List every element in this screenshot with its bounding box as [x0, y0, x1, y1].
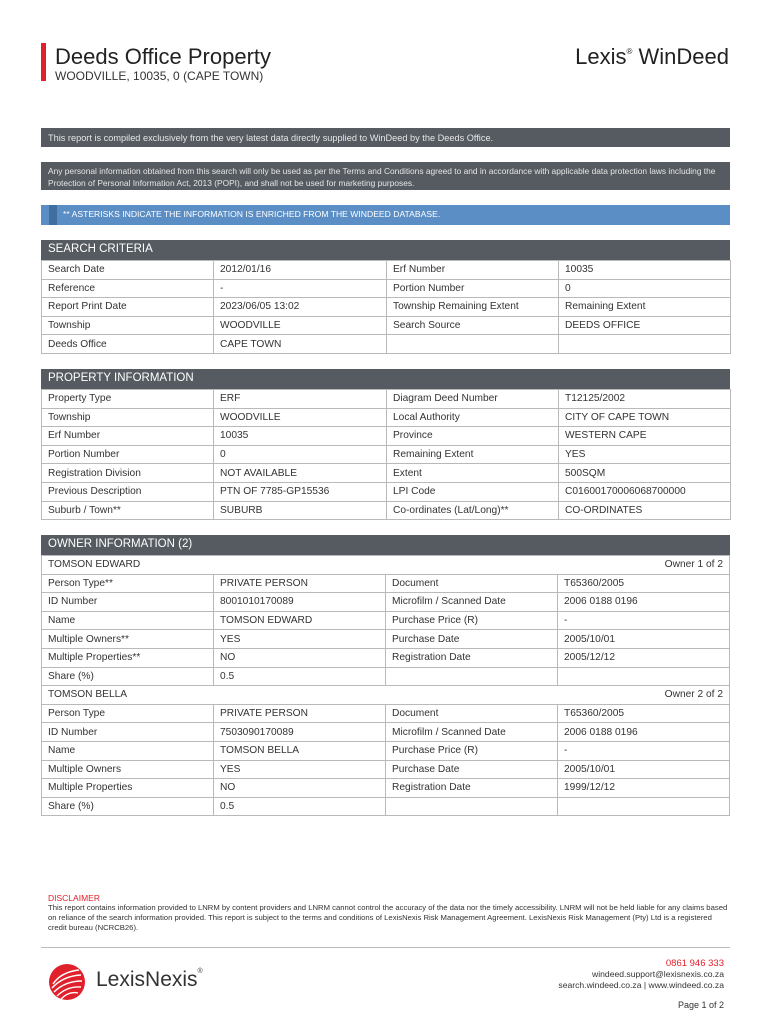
field-value: TOMSON BELLA	[214, 741, 386, 760]
field-value: 2005/10/01	[558, 630, 730, 649]
owner-detail-row	[42, 741, 730, 760]
property-information-row	[42, 464, 731, 483]
property-information-row	[42, 427, 731, 446]
owner-detail-row	[42, 611, 730, 630]
field-value: T65360/2005	[558, 574, 730, 593]
field-value: 0	[559, 279, 731, 298]
field-label: Suburb / Town**	[42, 501, 214, 520]
field-label: Name	[42, 611, 214, 630]
field-value: SUBURB	[214, 501, 387, 520]
field-label: Person Type	[42, 704, 214, 723]
field-label: Purchase Price (R)	[386, 741, 558, 760]
field-value	[558, 667, 730, 686]
field-value	[558, 797, 730, 816]
field-value: Remaining Extent	[559, 298, 731, 317]
field-value: 2006 0188 0196	[558, 593, 730, 612]
field-label: Portion Number	[42, 445, 214, 464]
brand-registered-mark: ®	[626, 47, 633, 56]
field-label: Microfilm / Scanned Date	[386, 723, 558, 742]
support-email[interactable]: windeed.support@lexisnexis.co.za	[592, 969, 724, 979]
field-value: -	[558, 741, 730, 760]
field-value: C01600170006068700000	[559, 482, 731, 501]
owner-detail-row	[42, 667, 730, 686]
owner-information-heading: OWNER INFORMATION (2)	[41, 535, 730, 555]
field-label: Purchase Price (R)	[386, 611, 558, 630]
owner-detail-row	[42, 723, 730, 742]
field-value: YES	[214, 760, 386, 779]
property-information-row	[42, 501, 731, 520]
search-criteria-row	[42, 298, 731, 317]
field-value: WOODVILLE	[214, 316, 387, 335]
search-criteria-heading: SEARCH CRITERIA	[41, 240, 730, 260]
search-criteria-row	[42, 335, 731, 354]
field-value: 0.5	[214, 667, 386, 686]
field-label: Share (%)	[42, 667, 214, 686]
field-label: Registration Date	[386, 648, 558, 667]
property-information-row	[42, 390, 731, 409]
field-label: ID Number	[42, 593, 214, 612]
owner-information-table	[41, 555, 730, 816]
field-label: Purchase Date	[386, 630, 558, 649]
field-value: -	[558, 611, 730, 630]
field-label: Township	[42, 316, 214, 335]
owner-header	[42, 686, 730, 705]
field-value: 2005/12/12	[558, 648, 730, 667]
field-value: CITY OF CAPE TOWN	[559, 408, 731, 427]
disclaimer	[48, 893, 728, 933]
field-value: 10035	[214, 427, 387, 446]
field-value: 0	[214, 445, 387, 464]
field-label	[386, 797, 558, 816]
property-information-heading: PROPERTY INFORMATION	[41, 369, 730, 389]
logo-name: LexisNexis	[96, 968, 198, 991]
field-value: 2012/01/16	[214, 261, 387, 280]
header-accent-bar	[41, 43, 46, 81]
field-value: 500SQM	[559, 464, 731, 483]
owner-name: TOMSON EDWARD	[48, 559, 141, 571]
field-label: Previous Description	[42, 482, 214, 501]
field-value: YES	[559, 445, 731, 464]
field-label: Person Type**	[42, 574, 214, 593]
field-value: NO	[214, 779, 386, 798]
field-value: CAPE TOWN	[214, 335, 387, 354]
field-value: YES	[214, 630, 386, 649]
field-label: Document	[386, 704, 558, 723]
field-label: Multiple Owners	[42, 760, 214, 779]
owner-detail-row	[42, 779, 730, 798]
owner-detail-row	[42, 797, 730, 816]
field-value: 8001010170089	[214, 593, 386, 612]
enriched-notice: ** ASTERISKS INDICATE THE INFORMATION IS ENRICHED FROM THE WINDEED DATABASE.	[41, 205, 730, 225]
field-value: PRIVATE PERSON	[214, 574, 386, 593]
field-label: Province	[387, 427, 559, 446]
search-criteria-row	[42, 279, 731, 298]
field-value: -	[214, 279, 387, 298]
personal-info-notice: Any personal information obtained from this search will only be used as per the Terms and Conditions agreed to and in accordance with applicable data protection laws including the Protection of Personal Information Act, 2013 (POPI), and shall not be used for marketing purposes.	[41, 162, 730, 190]
owner-detail-row	[42, 574, 730, 593]
compiled-notice: This report is compiled exclusively from the very latest data directly supplied to WinDeed by the Deeds Office.	[41, 128, 730, 147]
field-label: Extent	[387, 464, 559, 483]
field-label: Erf Number	[387, 261, 559, 280]
field-label: Deeds Office	[42, 335, 214, 354]
field-label: Multiple Properties**	[42, 648, 214, 667]
field-label: Name	[42, 741, 214, 760]
field-label: Remaining Extent	[387, 445, 559, 464]
field-label: LPI Code	[387, 482, 559, 501]
field-label: Portion Number	[387, 279, 559, 298]
footer-divider	[41, 947, 730, 948]
field-value: PTN OF 7785-GP15536	[214, 482, 387, 501]
field-value: 2023/06/05 13:02	[214, 298, 387, 317]
contact-info	[558, 958, 724, 991]
field-label: Diagram Deed Number	[387, 390, 559, 409]
field-value: ERF	[214, 390, 387, 409]
field-value: NOT AVAILABLE	[214, 464, 387, 483]
brand-name: Lexis	[575, 44, 627, 69]
brand-logo	[575, 44, 729, 70]
field-label: Multiple Properties	[42, 779, 214, 798]
field-value: 7503090170089	[214, 723, 386, 742]
search-criteria-row	[42, 261, 731, 280]
field-value: 0.5	[214, 797, 386, 816]
logo-registered-mark: ®	[197, 968, 203, 975]
field-value: PRIVATE PERSON	[214, 704, 386, 723]
field-label: Co-ordinates (Lat/Long)**	[387, 501, 559, 520]
field-value: 1999/12/12	[558, 779, 730, 798]
owner-count: Owner 2 of 2	[664, 689, 723, 701]
owner-detail-row	[42, 760, 730, 779]
search-criteria-table	[41, 260, 731, 354]
field-label: Search Source	[387, 316, 559, 335]
property-information-section	[41, 369, 730, 520]
lexisnexis-logo-text	[96, 968, 203, 992]
field-label: ID Number	[42, 723, 214, 742]
property-information-row	[42, 445, 731, 464]
field-label: Document	[386, 574, 558, 593]
field-label	[386, 667, 558, 686]
field-value	[559, 335, 731, 354]
field-label: Search Date	[42, 261, 214, 280]
field-label: Property Type	[42, 390, 214, 409]
disclaimer-text: This report contains information provided to LNRM by content providers and LNRM cannot control the accuracy of the data nor the timely accessibility. LNRM will not be held liable for any claims based on reliance of the search information provided. This report is subject to the terms and conditions of LexisNexis Risk Management Agreement. LexisNexis Risk Management (Pty) Ltd is a registered credit bureau (NCRCB26).	[48, 903, 728, 932]
field-value: WOODVILLE	[214, 408, 387, 427]
field-value: T12125/2002	[559, 390, 731, 409]
owner-header	[42, 556, 730, 575]
field-label: Registration Date	[386, 779, 558, 798]
field-value: CO-ORDINATES	[559, 501, 731, 520]
owner-detail-row	[42, 704, 730, 723]
field-value: 2005/10/01	[558, 760, 730, 779]
field-label: Registration Division	[42, 464, 214, 483]
field-value: NO	[214, 648, 386, 667]
search-criteria-row	[42, 316, 731, 335]
property-information-row	[42, 482, 731, 501]
property-information-table	[41, 389, 731, 520]
field-value: DEEDS OFFICE	[559, 316, 731, 335]
page-number: Page 1 of 2	[677, 1000, 724, 1010]
field-value: WESTERN CAPE	[559, 427, 731, 446]
page-subtitle: WOODVILLE, 10035, 0 (CAPE TOWN)	[55, 69, 264, 83]
field-label: Report Print Date	[42, 298, 214, 317]
owner-detail-row	[42, 593, 730, 612]
owner-header-row	[42, 686, 730, 705]
owner-header-row	[42, 556, 730, 575]
field-label: Microfilm / Scanned Date	[386, 593, 558, 612]
page-title: Deeds Office Property	[55, 44, 272, 69]
search-criteria-section	[41, 240, 730, 354]
lexisnexis-logo-icon	[47, 962, 87, 1002]
field-label: Share (%)	[42, 797, 214, 816]
field-label: Purchase Date	[386, 760, 558, 779]
field-label: Multiple Owners**	[42, 630, 214, 649]
field-value: 10035	[559, 261, 731, 280]
field-value: TOMSON EDWARD	[214, 611, 386, 630]
field-value: 2006 0188 0196	[558, 723, 730, 742]
brand-suffix: WinDeed	[632, 44, 729, 69]
field-label	[387, 335, 559, 354]
owner-detail-row	[42, 630, 730, 649]
website-links[interactable]: search.windeed.co.za | www.windeed.co.za	[558, 980, 724, 990]
field-label: Township Remaining Extent	[387, 298, 559, 317]
owner-name: TOMSON BELLA	[48, 689, 128, 701]
field-label: Erf Number	[42, 427, 214, 446]
field-label: Township	[42, 408, 214, 427]
property-information-row	[42, 408, 731, 427]
owner-information-section	[41, 535, 730, 816]
field-value: T65360/2005	[558, 704, 730, 723]
disclaimer-title: DISCLAIMER	[48, 893, 100, 903]
owner-detail-row	[42, 648, 730, 667]
field-label: Reference	[42, 279, 214, 298]
field-label: Local Authority	[387, 408, 559, 427]
owner-count: Owner 1 of 2	[664, 559, 723, 571]
support-phone: 0861 946 333	[665, 958, 724, 969]
